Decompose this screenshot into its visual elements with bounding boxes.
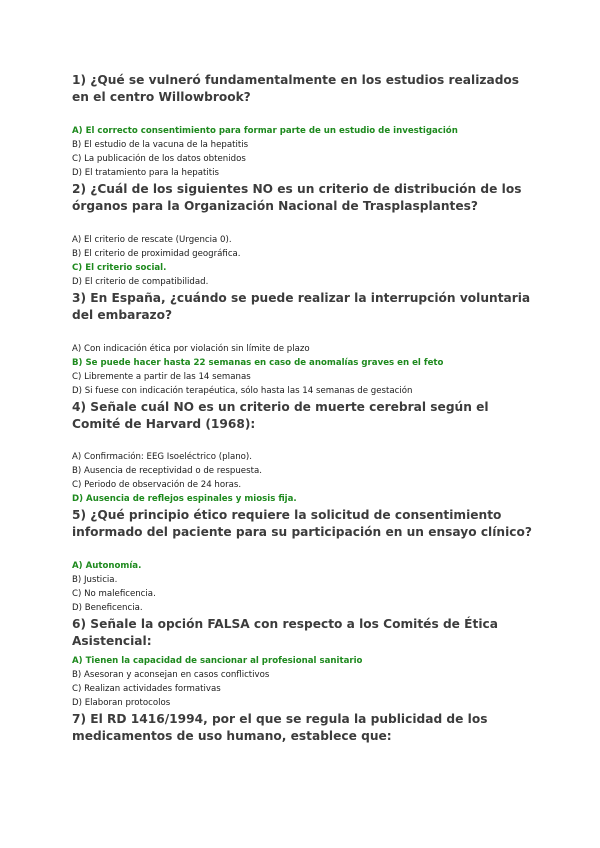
q6-option-d: D) Elaboran protocolos: [72, 698, 171, 708]
q5-option-d: D) Beneficencia.: [72, 603, 143, 613]
q1-option-b: B) El estudio de la vacuna de la hepatitis: [72, 140, 249, 150]
q3-option-d: D) Si fuese con indicación terapéutica, sólo hasta las 14 semanas de gestación: [72, 386, 413, 396]
question-5: 5) ¿Qué principio ético requiere la solicitud de consentimiento informado del paciente para su participación en un ensayo clínico?: [72, 508, 532, 539]
question-1: 1) ¿Qué se vulneró fundamentalmente en los estudios realizados en el centro Willowbrook?: [72, 73, 520, 104]
q1-option-a: A) El correcto consentimiento para formar parte de un estudio de investigación: [72, 126, 458, 136]
q5-option-b: B) Justicia.: [72, 575, 118, 585]
q2-option-a: A) El criterio de rescate (Urgencia 0).: [72, 235, 232, 245]
q1-option-d: D) El tratamiento para la hepatitis: [72, 168, 219, 178]
question-7: 7) El RD 1416/1994, por el que se regula la publicidad de los medicamentos de uso humano, establece que:: [72, 712, 488, 743]
question-4: 4) Señale cuál NO es un criterio de muerte cerebral según el Comité de Harvard (1968):: [72, 400, 489, 431]
q2-option-b: B) El criterio de proximidad geográfica.: [72, 249, 241, 259]
q4-option-a: A) Confirmación: EEG Isoeléctrico (plano).: [72, 452, 253, 462]
q5-option-c: C) No maleficencia.: [72, 589, 156, 599]
q6-option-b: B) Asesoran y aconsejan en casos conflictivos: [72, 670, 270, 680]
q3-option-a: A) Con indicación ética por violación sin límite de plazo: [72, 344, 310, 354]
q2-option-c: C) El criterio social.: [72, 263, 167, 273]
q4-option-c: C) Periodo de observación de 24 horas.: [72, 480, 242, 490]
q3-option-b: B) Se puede hacer hasta 22 semanas en caso de anomalías graves en el feto: [72, 358, 444, 368]
q2-option-d: D) El criterio de compatibilidad.: [72, 277, 209, 287]
question-2: 2) ¿Cuál de los siguientes NO es un criterio de distribución de los órganos para la Organización Nacional de Trasplasplantes?: [72, 182, 522, 213]
q3-option-c: C) Libremente a partir de las 14 semanas: [72, 372, 251, 382]
q4-option-b: B) Ausencia de receptividad o de respuesta.: [72, 466, 262, 476]
q6-option-a: A) Tienen la capacidad de sancionar al profesional sanitario: [72, 656, 363, 666]
q1-option-c: C) La publicación de los datos obtenidos: [72, 154, 246, 164]
q4-option-d: D) Ausencia de reflejos espinales y miosis fija.: [72, 494, 297, 504]
q6-option-c: C) Realizan actividades formativas: [72, 684, 221, 694]
q5-option-a: A) Autonomía.: [72, 561, 142, 571]
question-6: 6) Señale la opción FALSA con respecto a los Comités de Ética Asistencial:: [72, 617, 498, 648]
question-3: 3) En España, ¿cuándo se puede realizar la interrupción voluntaria del embarazo?: [72, 291, 531, 322]
